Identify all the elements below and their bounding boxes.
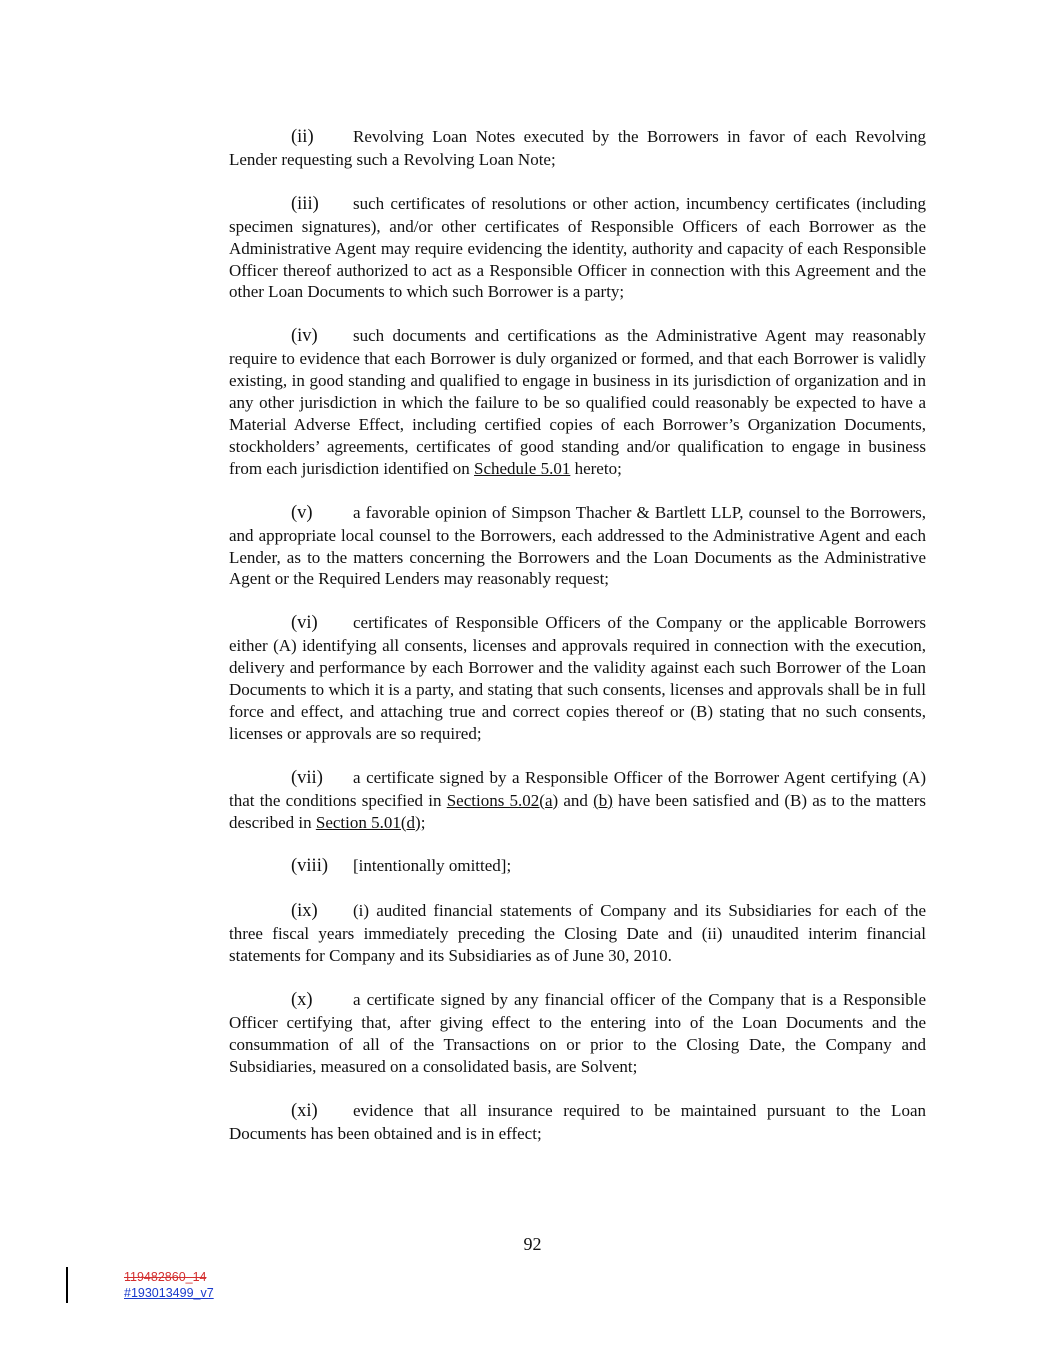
clause-text: such documents and certifications as the Administrative Agent may reasonably require to evidence that each Borrower is duly organized or formed, and that each Borrower is validly existing, in good standing and qualified to engage in business in its jurisdiction of organization and in any other jurisdiction in which the failure to be so qualified could reasonably be expected to have a Material Adverse Effect, including certified copies of each Borrower’s Organization Documents, stockholders’ agreements, certificates of good standing and/or qualification to engage in business from each jurisdiction identified on: [229, 326, 926, 478]
deleted-document-id: 119482860_14: [124, 1270, 207, 1284]
document-id-block: [124, 1269, 214, 1301]
clause-number: (viii): [291, 856, 328, 877]
page-number: 92: [523, 1234, 542, 1254]
schedule-reference: Schedule 5.01: [474, 458, 571, 478]
revision-change-bar: [66, 1267, 68, 1303]
clause-text: a certificate signed by a Responsible Officer of the Borrower Agent certifying (A) that the conditions specified in: [229, 767, 926, 810]
clause-vii: [229, 767, 926, 834]
clause-ix: [229, 900, 926, 967]
clause-viii: [229, 855, 926, 878]
clause-text: and: [558, 790, 594, 810]
clause-tail: hereto;: [570, 458, 622, 478]
clause-number: (v): [291, 502, 313, 523]
clause-number: (iv): [291, 326, 318, 347]
clause-text: [intentionally omitted];: [353, 856, 512, 876]
clause-ii: [229, 126, 926, 171]
clause-text: a favorable opinion of Simpson Thacher & Bartlett LLP, counsel to the Borrowers, and appropriate local counsel to the Borrowers, each addressed to the Administrative Agent and each Lender, as to the matters concerning the Borrowers and the Loan Documents as the Administrative Agent or the Required Lenders may reasonably request;: [229, 502, 926, 589]
clause-tail: ;: [420, 812, 426, 832]
clause-number: (xi): [291, 1100, 318, 1121]
clause-text: such certificates of resolutions or other action, incumbency certificates (including specimen signatures), and/or other certificates of Responsible Officers of each Borrower as the Administrative Agent may require evidencing the identity, authority and capacity of each Responsible Officer thereof authorized to act as a Responsible Officer in connection with this Agreement and the other Loan Documents to which such Borrower is a party;: [229, 193, 926, 302]
clause-text: have been satisfied and (B) as to the matters described in: [229, 790, 927, 832]
section-reference: Section 5.01(d): [315, 812, 421, 832]
clause-text: evidence that all insurance required to be maintained pursuant to the Loan Documents has been obtained and is in effect;: [229, 1100, 926, 1143]
clause-number: (ii): [291, 127, 314, 147]
clause-text: a certificate signed by any financial officer of the Company that is a Responsible Officer certifying that, after giving effect to the entering into of the Loan Documents and the consummation of all of the Transactions on or prior to the Closing Date, the Company and Subsidiaries, measured on a consolidated basis, are Solvent;: [229, 990, 926, 1076]
clause-vi: [229, 612, 926, 744]
clause-x: [229, 989, 926, 1078]
inserted-document-id: #193013499_v7: [124, 1286, 214, 1300]
section-reference: (b): [593, 790, 613, 810]
clause-number: (vii): [291, 767, 323, 788]
clause-number: (ix): [291, 901, 318, 922]
clause-v: [229, 502, 926, 591]
document-body: [229, 126, 926, 1167]
clause-text: certificates of Responsible Officers of the Company or the applicable Borrowers either (A) identifying all consents, licenses and approvals required in connection with the execution, delivery and performance by each Borrower and the validity against each such Borrower of the Loan Documents to which it is a party, and stating that such consents, licenses and approvals shall be in full force and effect, and attaching true and correct copies thereof or (B) stating that no such consents, licenses or approvals are so required;: [229, 613, 926, 743]
clause-iv: [229, 325, 926, 479]
clause-iii: [229, 193, 926, 304]
section-reference: Sections 5.02(a): [446, 790, 559, 810]
clause-text: Revolving Loan Notes executed by the Borrowers in favor of each Revolving Lender requesting such a Revolving Loan Note;: [229, 127, 926, 169]
clause-number: (vi): [291, 613, 318, 634]
clause-text: (i) audited financial statements of Company and its Subsidiaries for each of the three fiscal years immediately preceding the Closing Date and (ii) unaudited interim financial statements for Company and its Subsidiaries as of June 30, 2010.: [229, 901, 926, 966]
clause-number: (x): [291, 990, 313, 1011]
clause-xi: [229, 1100, 926, 1145]
clause-number: (iii): [291, 193, 319, 214]
